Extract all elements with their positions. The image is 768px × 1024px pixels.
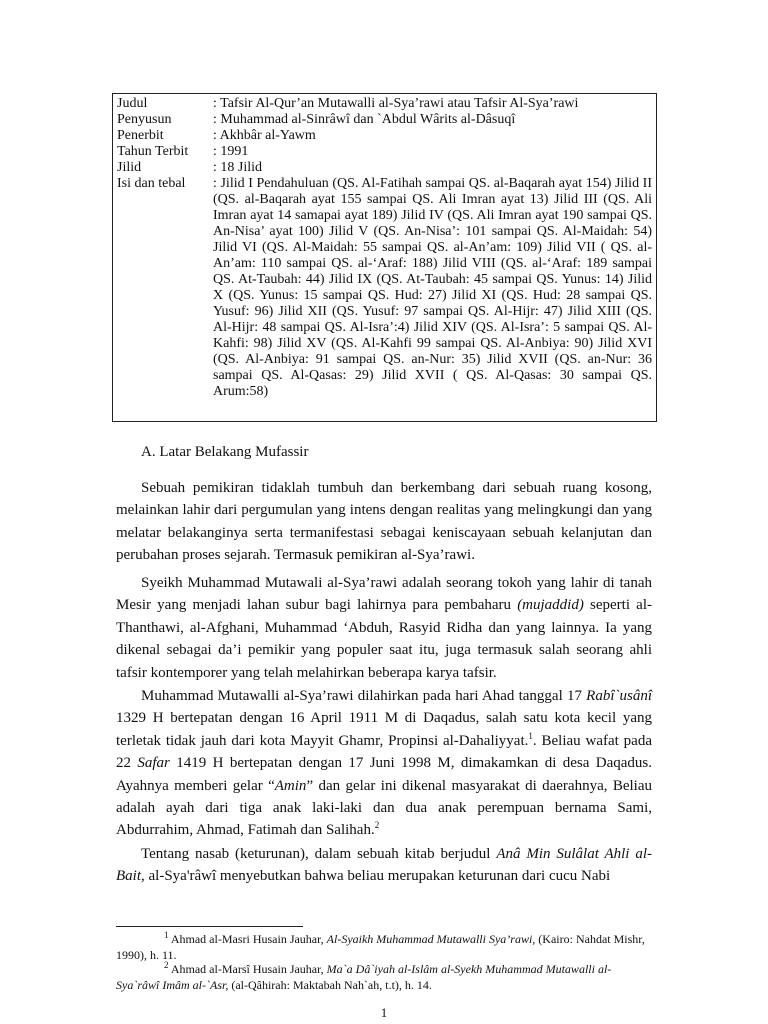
footnote-1	[116, 932, 652, 963]
row-label: Jilid	[117, 160, 142, 175]
footnote-number: 1	[164, 930, 169, 940]
paragraph-text: , al-Sya'râwî menyebutkan bahwa beliau merupakan keturunan dari cucu Nabi	[141, 868, 611, 885]
paragraph-text: 1419 H bertepatan dengan 17 Juni 1998 M, dimakamkan di desa Daqadus. Ayahnya memberi gelar “	[116, 755, 653, 794]
paragraph-text: Tentang nasab (keturunan), dalam sebuah kitab berjudul	[141, 846, 497, 862]
row-value: : 18 Jilid	[213, 160, 263, 175]
italic-term: Amin	[274, 777, 307, 794]
paragraph-text: Muhammad Mutawalli al-Sya’rawi dilahirkan pada hari Ahad tanggal 17	[141, 688, 587, 704]
row-value: : Akhbâr al-Yawm	[213, 128, 316, 143]
footnote-title: Ma`a Dâ`iyah al-Islâm al-Syekh Muhammad Mutawalli al-Sya`râwî Imâm al-`Asr,	[116, 962, 612, 992]
row-label: Judul	[117, 96, 148, 111]
paragraph-text: 1329 H bertepatan dengan 16 April 1911 M di Daqadus, salah satu kota kecil yang terletak tidak jauh dari kota Mayyit Ghamr, Propinsi al-Dahaliyyat.	[116, 710, 652, 749]
table-row	[113, 144, 656, 160]
italic-title: Anâ Min Sulâlat Ahli al-Bait	[116, 846, 652, 885]
row-label: Tahun Terbit	[117, 144, 189, 159]
footnote-number: 2	[164, 960, 169, 970]
paragraph-text: ” dan gelar ini dikenal masyarakat di daerahnya, Beliau adalah ayah dari tiga anak laki-laki dan dua anak perempuan bernama Sami, Abdurrahim, Ahmad, Fatimah dan Salihah.	[116, 777, 652, 839]
book-info-table	[112, 93, 657, 422]
table-row	[113, 128, 656, 144]
section-heading: A. Latar Belakang Mufassir	[141, 444, 309, 460]
row-label: Isi dan tebal	[117, 176, 186, 191]
paragraph-2	[116, 572, 652, 684]
row-value: : Jilid I Pendahuluan (QS. Al-Fatihah sampai QS. al-Baqarah ayat 154) Jilid II (QS. al-Baqarah ayat 155 sampai QS. Ali Imran ayat 13) Jilid III (QS. Ali Imran ayat 14 samapai ayat 189) Jilid IV (QS. Ali Imran ayat 190 sampai QS. An-Nisa’ ayat 100) Jilid V (QS. An-Nisa’: 101 sampai QS. Al-Maidah: 54) Jilid VI (QS. Al-Maidah: 55 sampai QS. al-An’am: 109) Jilid VII ( QS. al-An’am: 110 sampai QS. al-‘Araf: 188) Jilid VIII (QS. al-‘Araf: 189 sampai QS. At-Taubah: 44) Jilid IX (QS. At-Taubah: 45 sampai QS. Yunus: 14) Jilid X (QS. Yunus: 15 sampai QS. Hud: 27) Jilid XI (QS. Hud: 28 sampai QS. Yusuf: 96) Jilid XII (QS. Yusuf: 97 sampai QS. Al-Hijr: 47) Jilid XIII (QS. Al-Hijr: 48 sampai QS. Al-Isra’:4) Jilid XIV (QS. Al-Isra’: 5 sampai QS. Al-Kahfi: 98) Jilid XV (QS. Al-Kahfi 99 sampai QS. Al-Anbiya: 90) Jilid XVI (QS. Al-Anbiya: 91 sampai QS. an-Nur: 35) Jilid XVII (QS. an-Nur: 36 sampai QS. Al-Qasas: 29) Jilid XVII ( QS. Al-Qasas: 30 sampai QS. Arum:58)	[213, 176, 652, 399]
footnote-divider	[116, 926, 303, 927]
footnote-text: Ahmad al-Marsî Husain Jauhar,	[168, 962, 327, 976]
italic-term: Safar	[137, 755, 170, 772]
page-number: 1	[380, 1005, 388, 1020]
italic-term: Rabî`usânî	[586, 688, 652, 704]
paragraph-1: Sebuah pemikiran tidaklah tumbuh dan berkembang dari sebuah ruang kosong, melainkan lahir dari pergumulan yang intens dengan realitas yang melingkungi dan yang melatar belakanginya serta termanifestasi sebagai keniscayaan sebuah kelanjutan dan perubahan proses sejarah. Termasuk pemikiran al-Sya’rawi.	[116, 480, 652, 564]
italic-term: (mujaddid)	[517, 597, 584, 614]
footnote-text: (Kairo: Nahdat Mishr, 1990), h. 11.	[116, 932, 645, 962]
row-value: : Muhammad al-Sinrâwî dan `Abdul Wârits al-Dâsuqî	[213, 112, 516, 127]
row-label: Penerbit	[117, 128, 164, 143]
table-row	[113, 96, 656, 112]
paragraph-3	[116, 685, 652, 842]
paragraph-text: . Beliau wafat pada 22	[116, 732, 652, 772]
paragraph-4	[116, 843, 652, 888]
footnote-ref-1[interactable]: 1	[528, 730, 533, 741]
footnote-ref-2[interactable]: 2	[374, 820, 380, 831]
row-label: Penyusun	[117, 112, 172, 127]
table-row	[113, 160, 656, 176]
row-value: : 1991	[213, 144, 249, 159]
table-row	[113, 176, 656, 400]
row-value: : Tafsir Al-Qur’an Mutawalli al-Sya’rawi atau Tafsir Al-Sya’rawi	[213, 96, 579, 111]
table-row	[113, 112, 656, 128]
paragraph-text: Syeikh Muhammad Mutawali al-Sya’rawi adalah seorang tokoh yang lahir di tanah Mesir yang menjadi lahan subur bagi lahirnya para pembaharu	[116, 575, 652, 614]
paragraph-text: seperti al-Thanthawi, al-Afghani, Muhammad ‘Abduh, Rasyid Ridha dan yang lainnya. Ia yang dikenal sebagai da’i pemikir yang populer saat itu, juga termasuk salah seorang ahli tafsir kontemporer yang telah melahirkan beberapa karya tafsir.	[116, 597, 652, 681]
footnote-text: Ahmad al-Masri Husain Jauhar,	[168, 932, 327, 946]
footnote-title: Al-Syaikh Muhammad Mutawalli Sya’rawi,	[326, 932, 536, 946]
footnote-2	[116, 962, 652, 993]
footnote-text: (al-Qâhirah: Maktabah Nah`ah, t.t), h. 14.	[228, 977, 432, 992]
